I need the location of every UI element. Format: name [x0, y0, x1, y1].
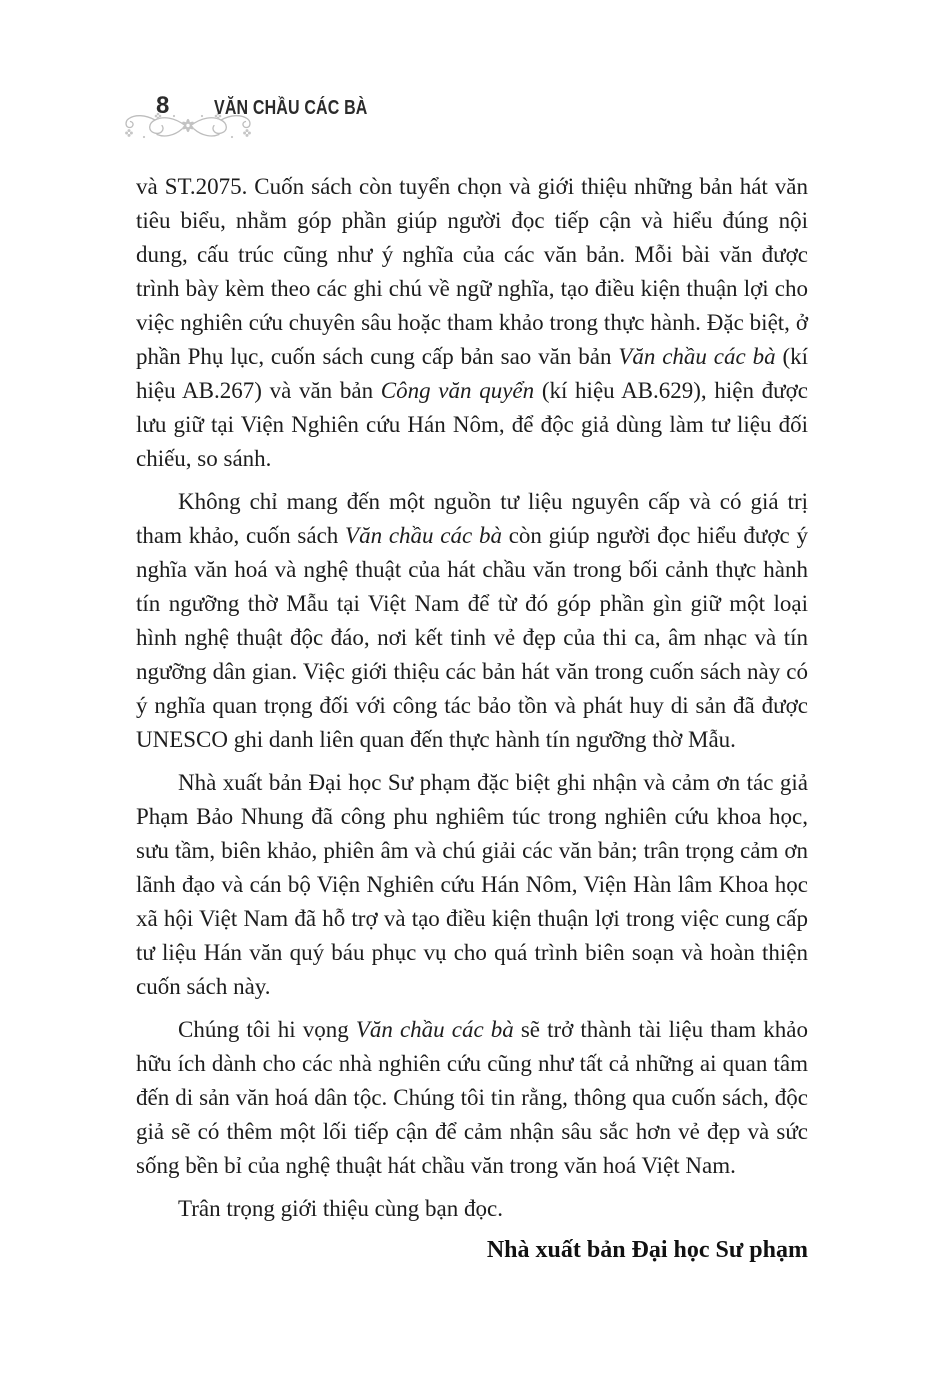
book-title-italic: Văn chầu các bà — [345, 523, 502, 548]
text-run: Không chỉ mang đến một nguồn tư liệu nguyên cấp và có giá trị tham khảo, cuốn sách — [136, 489, 808, 548]
text-run: và ST.2075. Cuốn sách còn tuyển chọn và giới thiệu những bản hát văn tiêu biểu, nhằm góp phần giúp người đọc tiếp cận và hiểu đúng nội dung, cấu trúc cũng như ý nghĩa của các văn bản. Mỗi bài văn được trình bày kèm theo các ghi chú về ngữ nghĩa, tạo điều kiện thuận lợi cho việc nghiên cứu chuyên sâu hoặc tham khảo trong thực hành. Đặc biệt, ở phần Phụ lục, cuốn sách cung cấp bản sao văn bản — [136, 174, 808, 369]
body-text — [136, 170, 808, 1267]
text-run: còn giúp người đọc hiểu được ý nghĩa văn hoá và nghệ thuật của hát chầu văn trong bối cảnh thực hành tín ngưỡng thờ Mẫu tại Việt Nam để từ đó góp phần gìn giữ một loại hình nghệ thuật độc đáo, nơi kết tinh vẻ đẹp của thi ca, âm nhạc và tín ngưỡng dân gian. Việc giới thiệu các bản hát văn trong cuốn sách này có ý nghĩa quan trọng đối với công tác bảo tồn và phát huy di sản đã được UNESCO ghi danh liên quan đến thực hành tín ngưỡng thờ Mẫu. — [136, 523, 808, 752]
text-run: Nhà xuất bản Đại học Sư phạm đặc biệt ghi nhận và cảm ơn tác giả Phạm Bảo Nhung đã công phu nghiêm túc trong nghiên cứu khoa học, sưu tầm, biên khảo, phiên âm và chú giải các văn bản; trân trọng cảm ơn lãnh đạo và cán bộ Viện Nghiên cứu Hán Nôm, Viện Hàn lâm Khoa học xã hội Việt Nam đã hỗ trợ và tạo điều kiện thuận lợi trong việc cung cấp tư liệu Hán văn quý báu phục vụ cho quá trình biên soạn và hoàn thiện cuốn sách này. — [136, 770, 808, 999]
paragraph-2 — [136, 485, 808, 757]
book-title-italic: Văn chầu các bà — [618, 344, 776, 369]
page-number: 8 — [156, 92, 170, 119]
book-title-italic: Công văn quyển — [380, 378, 535, 403]
paragraph-4 — [136, 1013, 808, 1183]
book-title-italic: Văn chầu các bà — [355, 1017, 514, 1042]
closing-line — [136, 1192, 808, 1226]
publisher-signature: Nhà xuất bản Đại học Sư phạm — [486, 1237, 808, 1263]
paragraph-3 — [136, 766, 808, 1004]
paragraph-1 — [136, 170, 808, 476]
text-run: (kí hiệu AB.629), hiện được lưu giữ tại Viện Nghiên cứu Hán Nôm, để độc giả dùng làm tư liệu đối chiếu, so sánh. — [136, 378, 808, 471]
page-header — [120, 90, 810, 146]
text-run: Chúng tôi hi vọng — [178, 1017, 356, 1042]
text-run: sẽ trở thành tài liệu tham khảo hữu ích dành cho các nhà nghiên cứu cũng như tất cả những ai quan tâm đến di sản văn hoá dân tộc. Chúng tôi tin rằng, thông qua cuốn sách, độc giả sẽ có thêm một lối tiếp cận để cảm nhận sâu sắc hơn vẻ đẹp và sức sống bền bỉ của nghệ thuật hát chầu văn trong văn hoá Việt Nam. — [136, 1017, 808, 1178]
running-title: VĂN CHẦU CÁC BÀ — [214, 97, 368, 119]
text-run: (kí hiệu AB.267) và văn bản — [136, 344, 808, 403]
text-run: Trân trọng giới thiệu cùng bạn đọc. — [178, 1196, 503, 1221]
